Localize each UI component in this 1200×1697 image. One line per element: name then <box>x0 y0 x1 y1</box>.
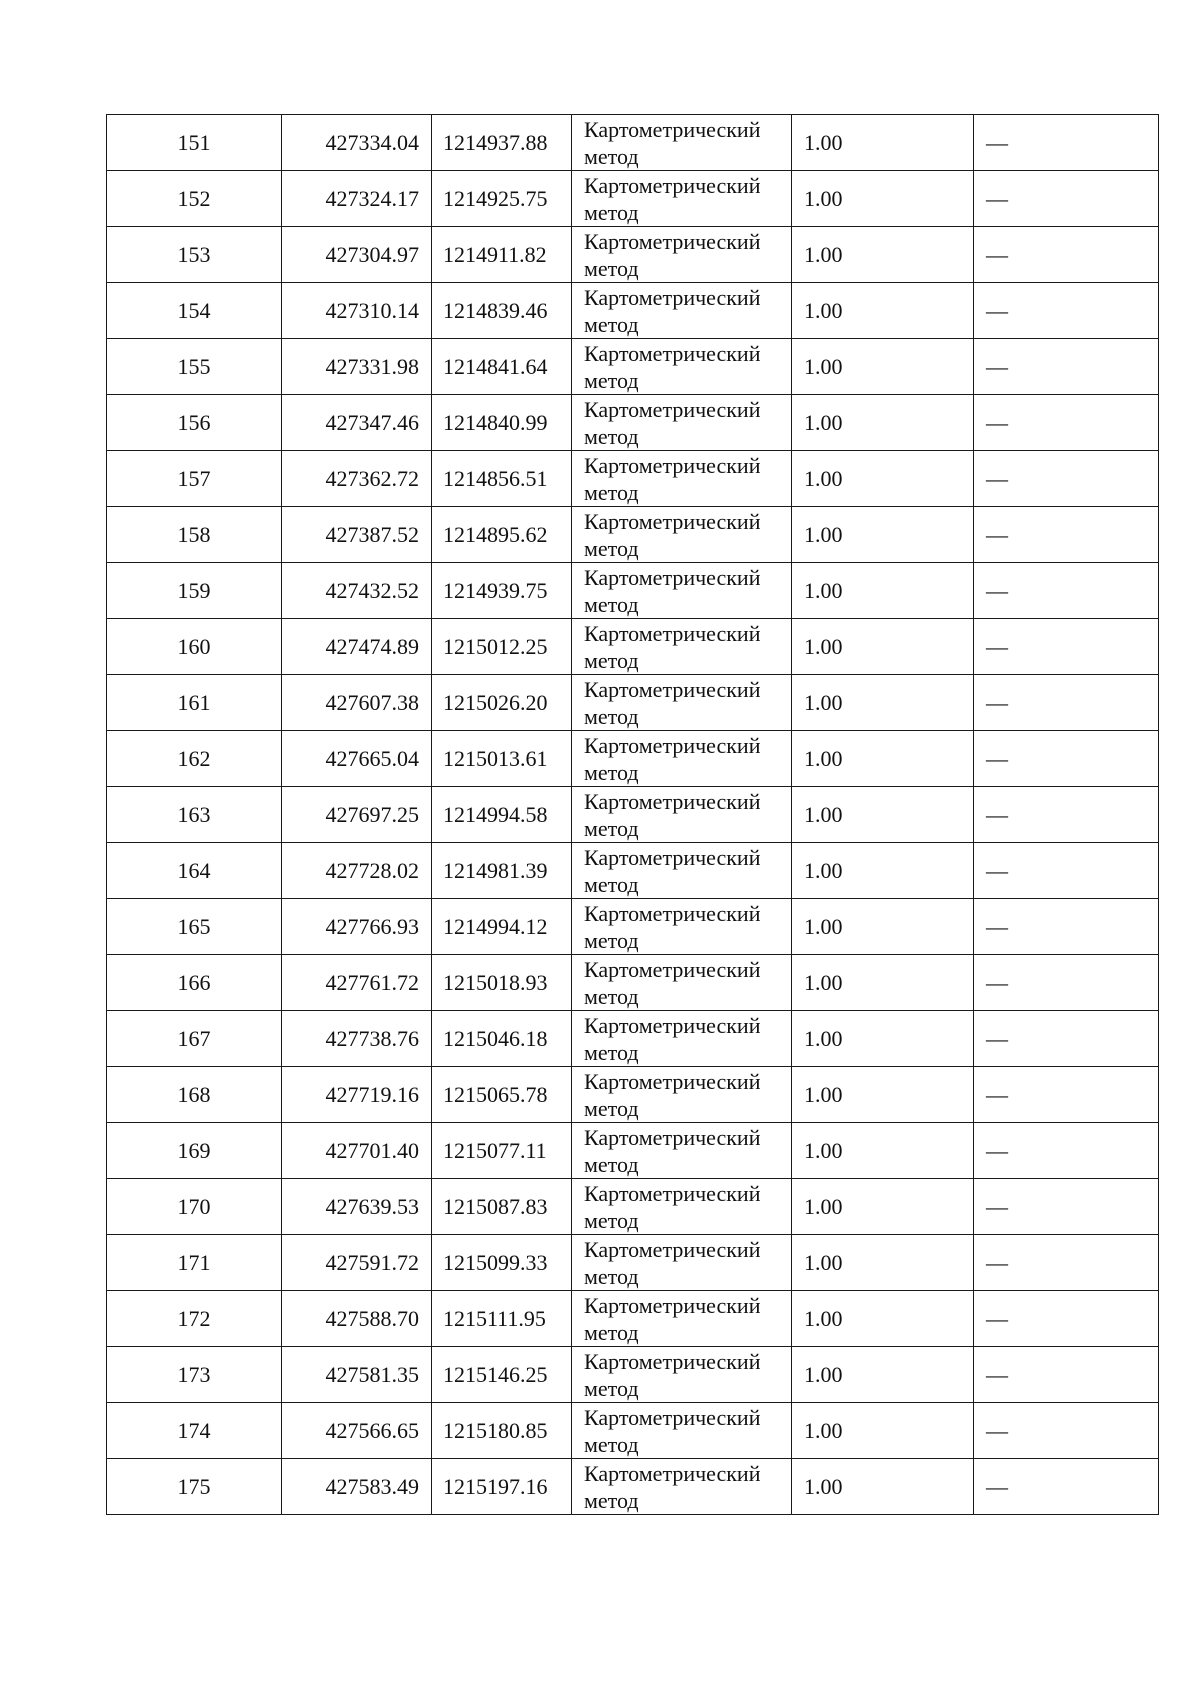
description-cell: — <box>974 395 1159 451</box>
accuracy-cell: 1.00 <box>792 619 974 675</box>
method-text-line-2: метод <box>584 759 639 785</box>
y-coordinate-cell: 1214994.12 <box>432 899 572 955</box>
table-row <box>107 563 1159 619</box>
method-text-line-1: Картометрический <box>584 956 761 982</box>
description-cell: — <box>974 899 1159 955</box>
table-row <box>107 115 1159 171</box>
method-text-line-1: Картометрический <box>584 676 761 702</box>
accuracy-cell: 1.00 <box>792 675 974 731</box>
point-number-cell: 163 <box>107 787 282 843</box>
point-number-cell: 160 <box>107 619 282 675</box>
y-coordinate-cell: 1214925.75 <box>432 171 572 227</box>
accuracy-cell: 1.00 <box>792 1403 974 1459</box>
description-cell: — <box>974 451 1159 507</box>
x-coordinate-cell: 427331.98 <box>282 339 432 395</box>
y-coordinate-cell: 1215111.95 <box>432 1291 572 1347</box>
description-cell: — <box>974 115 1159 171</box>
table-row <box>107 1179 1159 1235</box>
y-coordinate-cell: 1214856.51 <box>432 451 572 507</box>
method-text-line-1: Картометрический <box>584 340 761 366</box>
x-coordinate-cell: 427304.97 <box>282 227 432 283</box>
method-text-line-1: Картометрический <box>584 1180 761 1206</box>
description-cell: — <box>974 227 1159 283</box>
point-number-cell: 165 <box>107 899 282 955</box>
method-text-line-1: Картометрический <box>584 172 761 198</box>
description-cell: — <box>974 955 1159 1011</box>
accuracy-cell: 1.00 <box>792 227 974 283</box>
description-cell: — <box>974 1179 1159 1235</box>
x-coordinate-cell: 427310.14 <box>282 283 432 339</box>
point-number-cell: 171 <box>107 1235 282 1291</box>
x-coordinate-cell: 427583.49 <box>282 1459 432 1515</box>
table-row <box>107 843 1159 899</box>
x-coordinate-cell: 427701.40 <box>282 1123 432 1179</box>
table-row <box>107 1459 1159 1515</box>
point-number-cell: 175 <box>107 1459 282 1515</box>
point-number-cell: 168 <box>107 1067 282 1123</box>
method-cell <box>572 731 792 787</box>
description-cell: — <box>974 507 1159 563</box>
table-row <box>107 1403 1159 1459</box>
x-coordinate-cell: 427766.93 <box>282 899 432 955</box>
method-text-line-2: метод <box>584 1487 639 1513</box>
accuracy-cell: 1.00 <box>792 1459 974 1515</box>
x-coordinate-cell: 427639.53 <box>282 1179 432 1235</box>
method-cell <box>572 227 792 283</box>
y-coordinate-cell: 1215099.33 <box>432 1235 572 1291</box>
y-coordinate-cell: 1215013.61 <box>432 731 572 787</box>
method-text-line-1: Картометрический <box>584 1124 761 1150</box>
y-coordinate-cell: 1214939.75 <box>432 563 572 619</box>
method-cell <box>572 675 792 731</box>
y-coordinate-cell: 1214839.46 <box>432 283 572 339</box>
method-cell <box>572 787 792 843</box>
point-number-cell: 173 <box>107 1347 282 1403</box>
table-row <box>107 787 1159 843</box>
x-coordinate-cell: 427474.89 <box>282 619 432 675</box>
table-row <box>107 619 1159 675</box>
description-cell: — <box>974 1291 1159 1347</box>
y-coordinate-cell: 1215012.25 <box>432 619 572 675</box>
x-coordinate-cell: 427728.02 <box>282 843 432 899</box>
method-text-line-1: Картометрический <box>584 900 761 926</box>
method-text-line-1: Картометрический <box>584 1068 761 1094</box>
method-cell <box>572 339 792 395</box>
method-cell <box>572 955 792 1011</box>
method-text-line-2: метод <box>584 927 639 953</box>
method-text-line-2: метод <box>584 199 639 225</box>
x-coordinate-cell: 427362.72 <box>282 451 432 507</box>
method-text-line-1: Картометрический <box>584 732 761 758</box>
method-cell <box>572 1347 792 1403</box>
y-coordinate-cell: 1215180.85 <box>432 1403 572 1459</box>
y-coordinate-cell: 1215046.18 <box>432 1011 572 1067</box>
description-cell: — <box>974 1347 1159 1403</box>
table-row <box>107 1067 1159 1123</box>
method-cell <box>572 1291 792 1347</box>
point-number-cell: 164 <box>107 843 282 899</box>
table-row <box>107 227 1159 283</box>
point-number-cell: 162 <box>107 731 282 787</box>
x-coordinate-cell: 427334.04 <box>282 115 432 171</box>
point-number-cell: 156 <box>107 395 282 451</box>
table-row <box>107 1347 1159 1403</box>
x-coordinate-cell: 427607.38 <box>282 675 432 731</box>
accuracy-cell: 1.00 <box>792 563 974 619</box>
x-coordinate-cell: 427665.04 <box>282 731 432 787</box>
method-text-line-1: Картометрический <box>584 844 761 870</box>
accuracy-cell: 1.00 <box>792 339 974 395</box>
y-coordinate-cell: 1215065.78 <box>432 1067 572 1123</box>
y-coordinate-cell: 1214981.39 <box>432 843 572 899</box>
accuracy-cell: 1.00 <box>792 787 974 843</box>
method-text-line-1: Картометрический <box>584 228 761 254</box>
table-row <box>107 451 1159 507</box>
y-coordinate-cell: 1215087.83 <box>432 1179 572 1235</box>
point-number-cell: 172 <box>107 1291 282 1347</box>
method-text-line-1: Картометрический <box>584 452 761 478</box>
method-text-line-1: Картометрический <box>584 396 761 422</box>
y-coordinate-cell: 1214840.99 <box>432 395 572 451</box>
x-coordinate-cell: 427581.35 <box>282 1347 432 1403</box>
table-row <box>107 1011 1159 1067</box>
table-row <box>107 675 1159 731</box>
method-text-line-1: Картометрический <box>584 1236 761 1262</box>
method-text-line-1: Картометрический <box>584 284 761 310</box>
point-number-cell: 151 <box>107 115 282 171</box>
x-coordinate-cell: 427347.46 <box>282 395 432 451</box>
method-text-line-1: Картометрический <box>584 1404 761 1430</box>
description-cell: — <box>974 1235 1159 1291</box>
method-cell <box>572 283 792 339</box>
method-text-line-1: Картометрический <box>584 1292 761 1318</box>
method-cell <box>572 1011 792 1067</box>
method-text-line-1: Картометрический <box>584 788 761 814</box>
description-cell: — <box>974 283 1159 339</box>
table-row <box>107 395 1159 451</box>
method-text-line-1: Картометрический <box>584 1460 761 1486</box>
point-number-cell: 174 <box>107 1403 282 1459</box>
method-text-line-2: метод <box>584 815 639 841</box>
x-coordinate-cell: 427324.17 <box>282 171 432 227</box>
point-number-cell: 170 <box>107 1179 282 1235</box>
table-row <box>107 955 1159 1011</box>
accuracy-cell: 1.00 <box>792 955 974 1011</box>
x-coordinate-cell: 427588.70 <box>282 1291 432 1347</box>
description-cell: — <box>974 1403 1159 1459</box>
method-text-line-2: метод <box>584 647 639 673</box>
table-row <box>107 731 1159 787</box>
method-cell <box>572 1179 792 1235</box>
method-text-line-2: метод <box>584 535 639 561</box>
y-coordinate-cell: 1215018.93 <box>432 955 572 1011</box>
method-text-line-1: Картометрический <box>584 620 761 646</box>
accuracy-cell: 1.00 <box>792 1067 974 1123</box>
accuracy-cell: 1.00 <box>792 899 974 955</box>
method-cell <box>572 1459 792 1515</box>
description-cell: — <box>974 1011 1159 1067</box>
description-cell: — <box>974 843 1159 899</box>
table-row <box>107 1123 1159 1179</box>
method-cell <box>572 507 792 563</box>
description-cell: — <box>974 619 1159 675</box>
y-coordinate-cell: 1214841.64 <box>432 339 572 395</box>
method-text-line-2: метод <box>584 1151 639 1177</box>
method-text-line-2: метод <box>584 1207 639 1233</box>
method-text-line-2: метод <box>584 367 639 393</box>
table-row <box>107 1291 1159 1347</box>
x-coordinate-cell: 427591.72 <box>282 1235 432 1291</box>
method-cell <box>572 843 792 899</box>
method-text-line-2: метод <box>584 143 639 169</box>
coordinates-table-body <box>107 115 1159 1515</box>
method-text-line-2: метод <box>584 423 639 449</box>
table-row <box>107 507 1159 563</box>
method-text-line-2: метод <box>584 311 639 337</box>
accuracy-cell: 1.00 <box>792 171 974 227</box>
accuracy-cell: 1.00 <box>792 451 974 507</box>
accuracy-cell: 1.00 <box>792 843 974 899</box>
description-cell: — <box>974 1123 1159 1179</box>
x-coordinate-cell: 427697.25 <box>282 787 432 843</box>
description-cell: — <box>974 563 1159 619</box>
method-cell <box>572 619 792 675</box>
method-cell <box>572 899 792 955</box>
table-row <box>107 171 1159 227</box>
y-coordinate-cell: 1214911.82 <box>432 227 572 283</box>
y-coordinate-cell: 1214895.62 <box>432 507 572 563</box>
method-text-line-2: метод <box>584 703 639 729</box>
method-text-line-1: Картометрический <box>584 1348 761 1374</box>
table-row <box>107 339 1159 395</box>
method-text-line-2: метод <box>584 1039 639 1065</box>
method-text-line-2: метод <box>584 1375 639 1401</box>
point-number-cell: 157 <box>107 451 282 507</box>
description-cell: — <box>974 1459 1159 1515</box>
method-text-line-2: метод <box>584 1431 639 1457</box>
y-coordinate-cell: 1215077.11 <box>432 1123 572 1179</box>
point-number-cell: 159 <box>107 563 282 619</box>
y-coordinate-cell: 1215146.25 <box>432 1347 572 1403</box>
table-row <box>107 1235 1159 1291</box>
accuracy-cell: 1.00 <box>792 1011 974 1067</box>
method-text-line-2: метод <box>584 479 639 505</box>
method-text-line-2: метод <box>584 1263 639 1289</box>
x-coordinate-cell: 427761.72 <box>282 955 432 1011</box>
method-text-line-2: метод <box>584 871 639 897</box>
table-row <box>107 283 1159 339</box>
y-coordinate-cell: 1214994.58 <box>432 787 572 843</box>
point-number-cell: 155 <box>107 339 282 395</box>
accuracy-cell: 1.00 <box>792 115 974 171</box>
method-cell <box>572 1235 792 1291</box>
description-cell: — <box>974 339 1159 395</box>
accuracy-cell: 1.00 <box>792 1179 974 1235</box>
description-cell: — <box>974 731 1159 787</box>
method-text-line-2: метод <box>584 1319 639 1345</box>
method-cell <box>572 563 792 619</box>
description-cell: — <box>974 1067 1159 1123</box>
method-cell <box>572 1067 792 1123</box>
method-text-line-1: Картометрический <box>584 1012 761 1038</box>
accuracy-cell: 1.00 <box>792 1235 974 1291</box>
method-text-line-1: Картометрический <box>584 508 761 534</box>
accuracy-cell: 1.00 <box>792 395 974 451</box>
point-number-cell: 161 <box>107 675 282 731</box>
method-text-line-2: метод <box>584 255 639 281</box>
x-coordinate-cell: 427432.52 <box>282 563 432 619</box>
coordinates-table <box>106 114 1159 1515</box>
y-coordinate-cell: 1215197.16 <box>432 1459 572 1515</box>
method-text-line-1: Картометрический <box>584 564 761 590</box>
accuracy-cell: 1.00 <box>792 1291 974 1347</box>
x-coordinate-cell: 427719.16 <box>282 1067 432 1123</box>
accuracy-cell: 1.00 <box>792 731 974 787</box>
point-number-cell: 153 <box>107 227 282 283</box>
point-number-cell: 169 <box>107 1123 282 1179</box>
method-cell <box>572 1123 792 1179</box>
table-row <box>107 899 1159 955</box>
method-cell <box>572 171 792 227</box>
description-cell: — <box>974 787 1159 843</box>
method-text-line-1: Картометрический <box>584 116 761 142</box>
point-number-cell: 152 <box>107 171 282 227</box>
point-number-cell: 158 <box>107 507 282 563</box>
method-cell <box>572 395 792 451</box>
y-coordinate-cell: 1214937.88 <box>432 115 572 171</box>
accuracy-cell: 1.00 <box>792 1347 974 1403</box>
y-coordinate-cell: 1215026.20 <box>432 675 572 731</box>
x-coordinate-cell: 427566.65 <box>282 1403 432 1459</box>
accuracy-cell: 1.00 <box>792 1123 974 1179</box>
method-cell <box>572 451 792 507</box>
method-cell <box>572 115 792 171</box>
x-coordinate-cell: 427738.76 <box>282 1011 432 1067</box>
accuracy-cell: 1.00 <box>792 283 974 339</box>
method-text-line-2: метод <box>584 591 639 617</box>
accuracy-cell: 1.00 <box>792 507 974 563</box>
description-cell: — <box>974 171 1159 227</box>
method-cell <box>572 1403 792 1459</box>
point-number-cell: 154 <box>107 283 282 339</box>
description-cell: — <box>974 675 1159 731</box>
x-coordinate-cell: 427387.52 <box>282 507 432 563</box>
method-text-line-2: метод <box>584 1095 639 1121</box>
method-text-line-2: метод <box>584 983 639 1009</box>
point-number-cell: 166 <box>107 955 282 1011</box>
point-number-cell: 167 <box>107 1011 282 1067</box>
